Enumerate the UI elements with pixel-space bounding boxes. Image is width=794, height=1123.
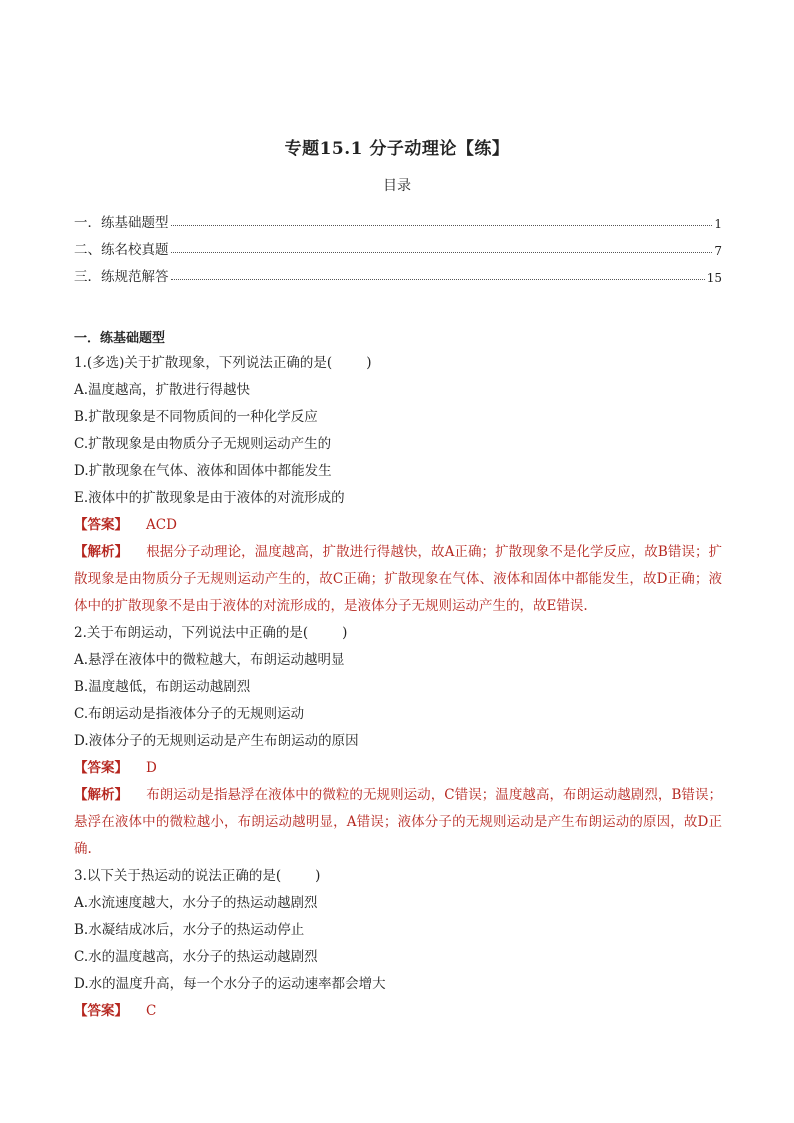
toc-item-page: 15 (706, 271, 722, 285)
option-a: A.温度越高，扩散进行得越快 (74, 382, 251, 398)
option-d: D.扩散现象在气体、液体和固体中都能发生 (74, 463, 332, 479)
section-heading: 一．练基础题型 (74, 331, 166, 346)
toc-item-label: 三．练规范解答 (74, 269, 169, 285)
answer-tag: 【答案】 (74, 1003, 128, 1019)
option-b: B.扩散现象是不同物质间的一种化学反应 (74, 409, 318, 425)
toc-leader-dots (171, 279, 705, 280)
option-d: D.水的温度升高，每一个水分子的运动速率都会增大 (74, 976, 386, 992)
toc-heading: 目录 (383, 178, 411, 194)
question-stem (74, 350, 722, 377)
question-stem-end: ) (315, 868, 321, 884)
toc-item[interactable] (74, 204, 722, 231)
toc-item[interactable] (74, 231, 722, 258)
question-stem-end: ) (342, 625, 348, 641)
answer-line (74, 512, 722, 539)
table-of-contents (74, 204, 722, 285)
page-title: 专题15.1 分子动理论【练】 (284, 139, 510, 159)
analysis-text: 根据分子动理论，温度越高，扩散进行得越快，故A正确；扩散现象不是化学反应，故B错误；扩散现象是由物质分子无规则运动产生的，故C正确；扩散现象在气体、液体和固体中都能发生，故D正确；液体中的扩散现象不是由于液体的对流形成的，是液体分子无规则运动产生的，故E错误. (74, 544, 723, 614)
analysis-text: 布朗运动是指悬浮在液体中的微粒的无规则运动，C错误；温度越高，布朗运动越剧烈，B错误；悬浮在液体中的微粒越小，布朗运动越明显，A错误；液体分子的无规则运动是产生布朗运动的原因，故D正确. (74, 787, 723, 857)
answer-line (74, 755, 722, 782)
answer-line (74, 998, 722, 1025)
option-d: D.液体分子的无规则运动是产生布朗运动的原因 (74, 733, 359, 749)
question-stem (74, 620, 722, 647)
option-b: B.温度越低，布朗运动越剧烈 (74, 679, 251, 695)
toc-leader-dots (171, 225, 713, 226)
option-a: A.水流速度越大，水分子的热运动越剧烈 (74, 895, 318, 911)
question-stem-text: 1.(多选)关于扩散现象，下列说法正确的是( (74, 355, 333, 371)
option-c: C.布朗运动是指液体分子的无规则运动 (74, 706, 305, 722)
option-a: A.悬浮在液体中的微粒越大，布朗运动越明显 (74, 652, 345, 668)
option-c: C.扩散现象是由物质分子无规则运动产生的 (74, 436, 332, 452)
option-e: E.液体中的扩散现象是由于液体的对流形成的 (74, 490, 345, 506)
toc-item-page: 1 (714, 217, 722, 231)
toc-item-label: 一．练基础题型 (74, 215, 169, 231)
question-stem-text: 3.以下关于热运动的说法正确的是( (74, 868, 282, 884)
analysis-tag: 【解析】 (74, 544, 129, 560)
option-b: B.水凝结成冰后，水分子的热运动停止 (74, 922, 305, 938)
toc-item[interactable] (74, 258, 722, 285)
toc-leader-dots (171, 252, 713, 253)
answer-tag: 【答案】 (74, 760, 128, 776)
analysis-tag: 【解析】 (74, 787, 129, 803)
analysis-paragraph (74, 539, 722, 620)
question-stem-end: ) (366, 355, 372, 371)
document-body (74, 328, 722, 1025)
analysis-paragraph (74, 782, 722, 863)
answer-value: D (146, 760, 157, 776)
question-stem (74, 863, 722, 890)
option-c: C.水的温度越高，水分子的热运动越剧烈 (74, 949, 318, 965)
answer-tag: 【答案】 (74, 517, 128, 533)
answer-value: C (146, 1003, 157, 1019)
answer-value: ACD (146, 517, 177, 533)
toc-item-label: 二、练名校真题 (74, 242, 169, 258)
question-stem-text: 2.关于布朗运动，下列说法中正确的是( (74, 625, 309, 641)
toc-item-page: 7 (714, 244, 722, 258)
